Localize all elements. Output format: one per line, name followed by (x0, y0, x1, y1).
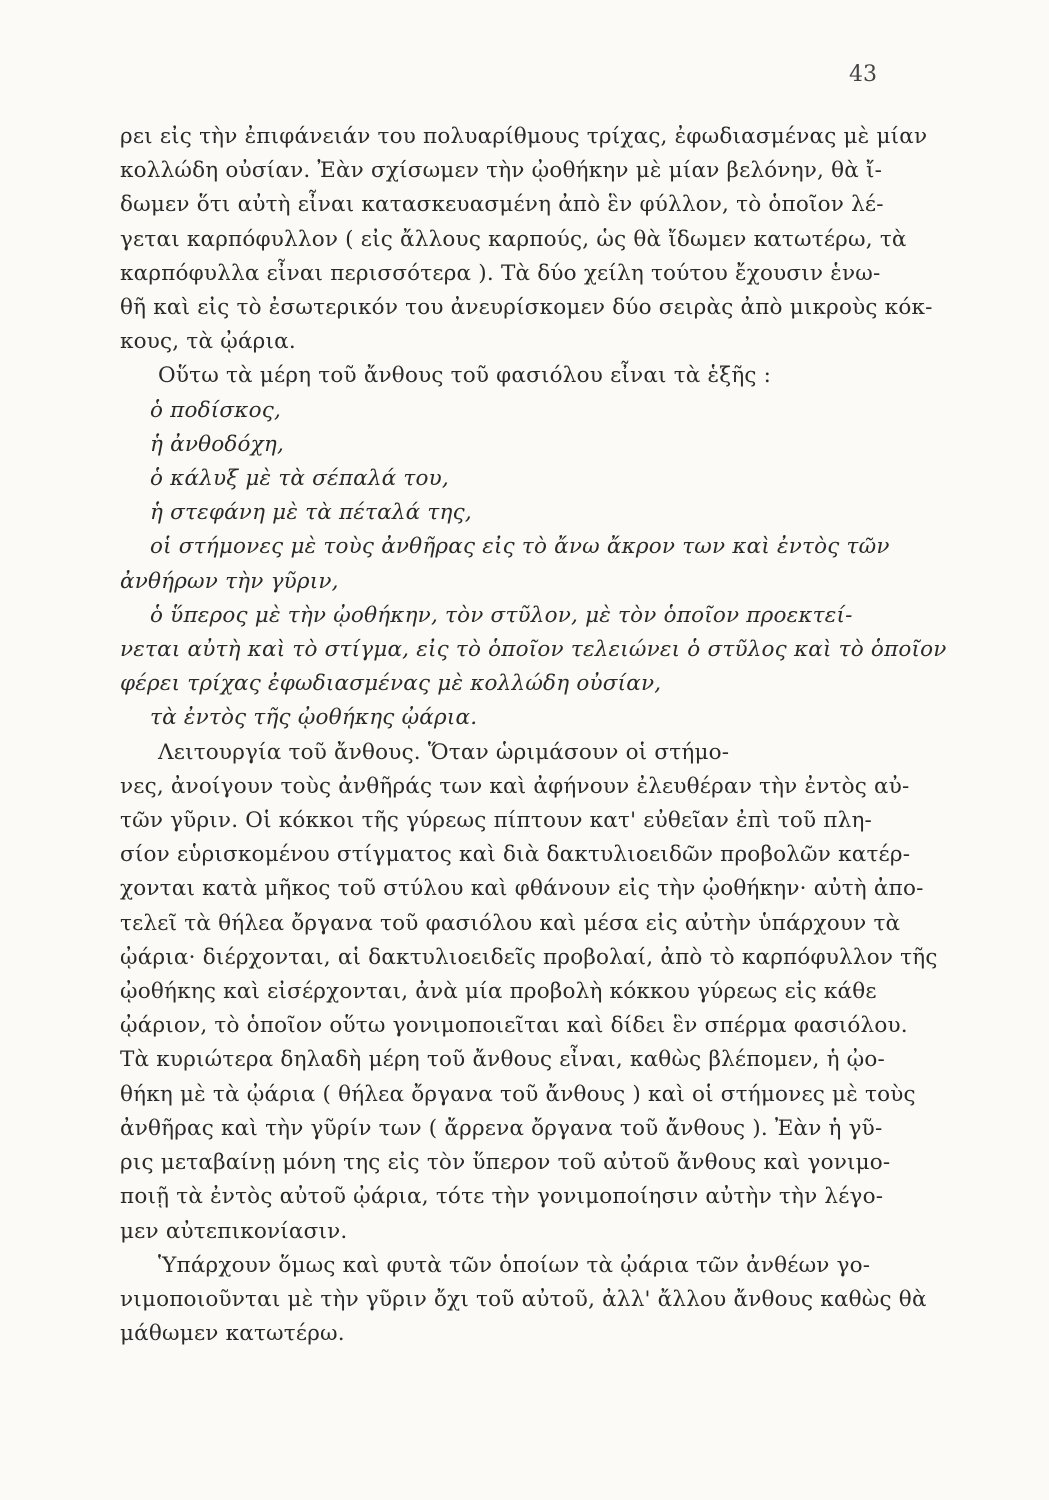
text-line: καρπόφυλλα εἶναι περισσότερα ). Τὰ δύο χείλη τούτου ἔχουσιν ἑνω- (120, 260, 881, 286)
text-line: θῆ καὶ εἰς τὸ ἐσωτερικόν του ἀνευρίσκομεν δύο σειρὰς ἀπὸ μικροὺς κόκ- (120, 295, 933, 321)
text-line: τῶν γῦριν. Οἱ κόκκοι τῆς γύρεως πίπτουν κατ' εὐθεῖαν ἐπὶ τοῦ πλη- (120, 808, 872, 834)
text-line: νες, ἀνοίγουν τοὺς ἀνθῆράς των καὶ ἀφήνουν ἐλευθέραν τὴν ἐντὸς αὐ- (120, 773, 910, 799)
page-number: 43 (849, 62, 877, 87)
text-line: σίον εὑρισκομένου στίγματος καὶ διὰ δακτυλιοειδῶν προβολῶν κατέρ- (120, 842, 911, 868)
text-line: ἡ στεφάνη μὲ τὰ πέταλά της, (150, 500, 472, 526)
text-line: μεν αὐτεπικονίασιν. (120, 1218, 348, 1244)
text-line: χονται κατὰ μῆκος τοῦ στύλου καὶ φθάνουν εἰς τὴν ᾠοθήκην· αὐτὴ ἀπο- (120, 876, 924, 902)
text-line: τὰ ἐντὸς τῆς ᾠοθήκης ᾠάρια. (150, 705, 478, 731)
text-line: κολλώδη οὐσίαν. Ἐὰν σχίσωμεν τὴν ᾠοθήκην μὲ μίαν βελόνην, θὰ ἴ- (120, 158, 883, 184)
text-line: Οὕτω τὰ μέρη τοῦ ἄνθους τοῦ φασιόλου εἶναι τὰ ἑξῆς : (158, 363, 772, 389)
text-line: ὁ κάλυξ μὲ τὰ σέπαλά του, (150, 466, 449, 492)
text-line: ᾠάριον, τὸ ὁποῖον οὕτω γονιμοποιεῖται καὶ δίδει ἓν σπέρμα φασιόλου. (120, 1013, 908, 1039)
text-line: ρις μεταβαίνῃ μόνη της εἰς τὸν ὕπερον τοῦ αὐτοῦ ἄνθους καὶ γονιμο- (120, 1150, 891, 1176)
text-line: μάθωμεν κατωτέρω. (120, 1321, 345, 1347)
text-line: Τὰ κυριώτερα δηλαδὴ μέρη τοῦ ἄνθους εἶναι, καθὼς βλέπομεν, ἡ ᾠο- (120, 1047, 886, 1073)
text-line: ποιῇ τὰ ἐντὸς αὐτοῦ ᾠάρια, τότε τὴν γονιμοποίησιν αὐτὴν τὴν λέγο- (120, 1184, 884, 1210)
text-line: οἱ στήμονες μὲ τοὺς ἀνθῆρας εἰς τὸ ἄνω ἄκρον των καὶ ἐντὸς τῶν (150, 534, 890, 560)
text-line: ἡ ἀνθοδόχη, (150, 431, 285, 457)
text-line: τελεῖ τὰ θήλεα ὄργανα τοῦ φασιόλου καὶ μέσα εἰς αὐτὴν ὑπάρχουν τὰ (120, 910, 901, 936)
text-line: Ὑπάρχουν ὅμως καὶ φυτὰ τῶν ὁποίων τὰ ᾠάρια τῶν ἀνθέων γο- (158, 1252, 871, 1278)
text-line: Λειτουργία τοῦ ἄνθους. Ὅταν ὡριμάσουν οἱ στήμο- (158, 739, 730, 765)
text-line: ἀνθήρων τὴν γῦριν, (120, 568, 339, 594)
text-line: θήκη μὲ τὰ ᾠάρια ( θήλεα ὄργανα τοῦ ἄνθους ) καὶ οἱ στήμονες μὲ τοὺς (120, 1081, 916, 1107)
text-line: νεται αὐτὴ καὶ τὸ στίγμα, εἰς τὸ ὁποῖον τελειώνει ὁ στῦλος καὶ τὸ ὁποῖον (120, 637, 947, 663)
body-text (120, 120, 947, 1351)
text-line: ὁ ποδίσκος, (150, 397, 282, 423)
text-line: ᾠοθήκης καὶ εἰσέρχονται, ἀνὰ μία προβολὴ κόκκου γύρεως εἰς κάθε (120, 979, 877, 1005)
text-line: ᾠάρια· διέρχονται, αἱ δακτυλιοειδεῖς προβολαί, ἀπὸ τὸ καρπόφυλλον τῆς (120, 944, 938, 970)
text-line: ὁ ὕπερος μὲ τὴν ᾠοθήκην, τὸν στῦλον, μὲ τὸν ὁποῖον προεκτεί- (150, 602, 853, 628)
text-line: ἀνθῆρας καὶ τὴν γῦρίν των ( ἄρρενα ὄργανα τοῦ ἄνθους ). Ἐὰν ἡ γῦ- (120, 1115, 883, 1141)
text-line: κους, τὰ ᾠάρια. (120, 329, 296, 355)
text-line: νιμοποιοῦνται μὲ τὴν γῦριν ὄχι τοῦ αὐτοῦ, ἀλλ' ἄλλου ἄνθους καθὼς θὰ (120, 1286, 927, 1312)
text-line: φέρει τρίχας ἐφωδιασμένας μὲ κολλώδη οὐσίαν, (120, 671, 662, 697)
text-line: δωμεν ὅτι αὐτὴ εἶναι κατασκευασμένη ἀπὸ ἓν φύλλον, τὸ ὁποῖον λέ- (120, 192, 884, 218)
text-line: γεται καρπόφυλλον ( εἰς ἄλλους καρπούς, ὡς θὰ ἴδωμεν κατωτέρω, τὰ (120, 226, 907, 252)
text-line: ρει εἰς τὴν ἐπιφάνειάν του πολυαρίθμους τρίχας, ἐφωδιασμένας μὲ μίαν (120, 124, 928, 149)
